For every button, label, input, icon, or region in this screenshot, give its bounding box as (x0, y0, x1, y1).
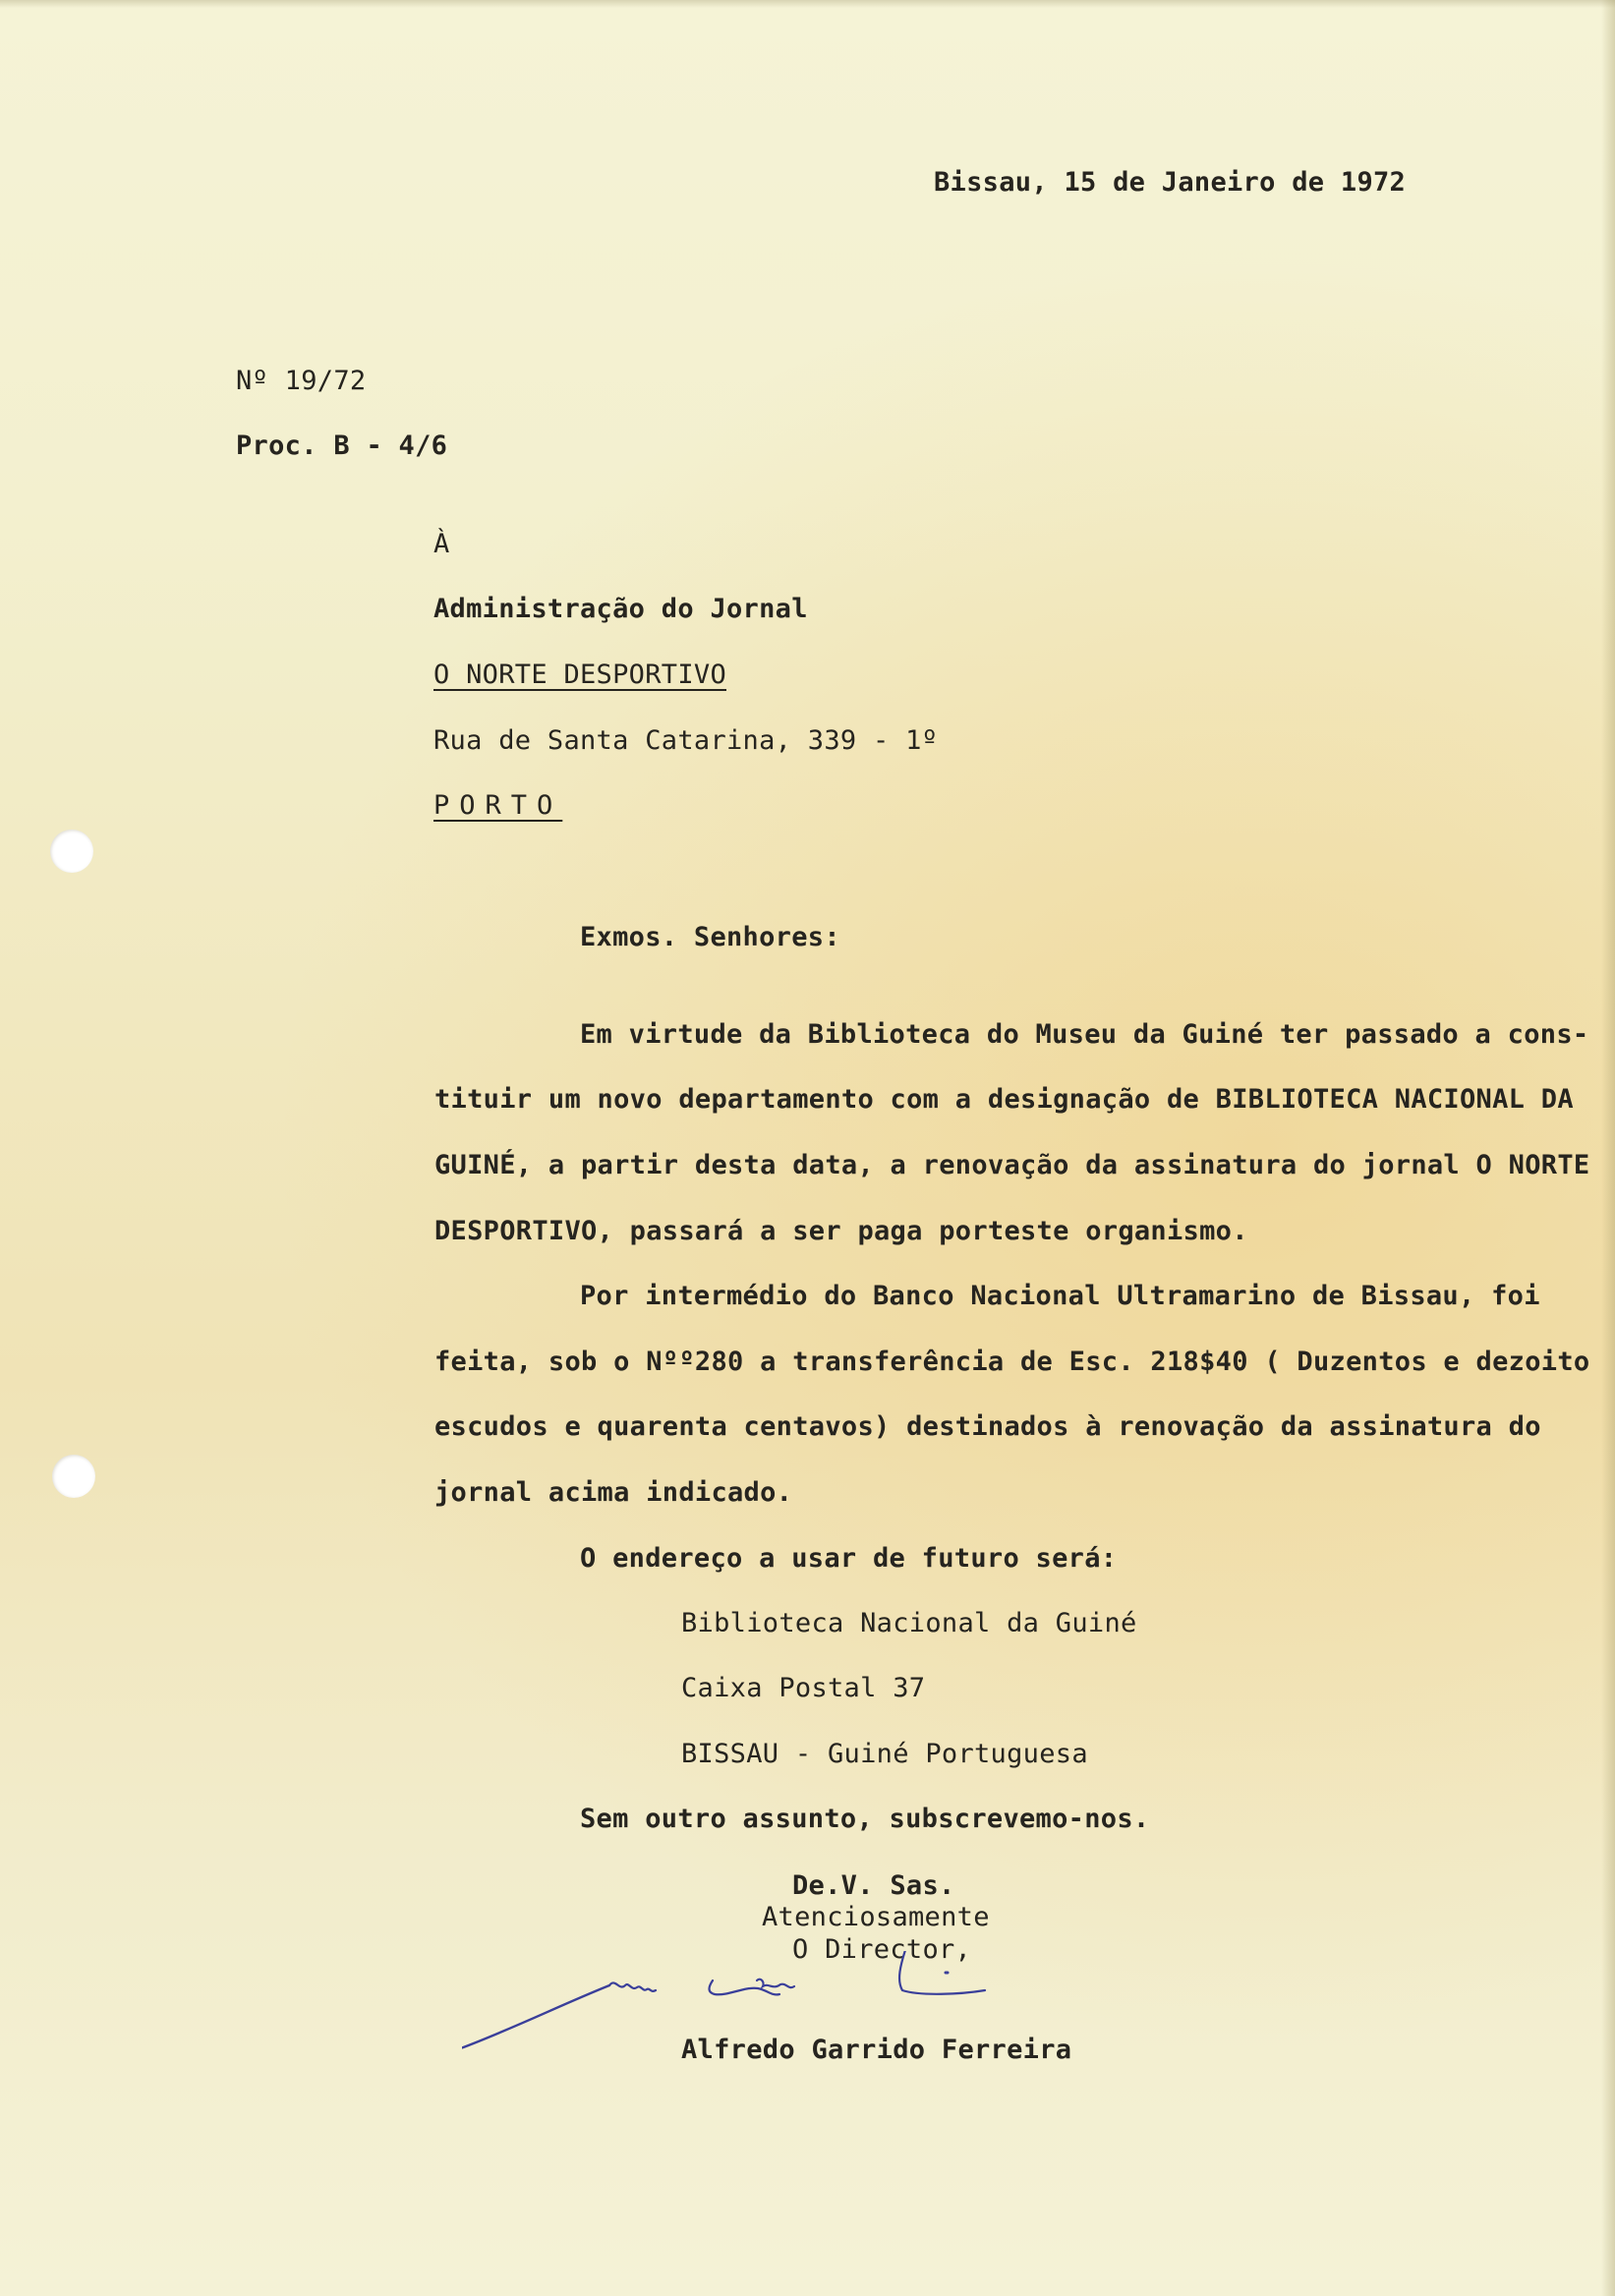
punch-hole-top (50, 830, 93, 873)
courtesy-line: De.V. Sas. (792, 1870, 955, 1901)
address-intro: O endereço a usar de futuro será: (580, 1543, 1118, 1574)
paper-top-shadow (0, 0, 1615, 8)
paragraph1-line1: Em virtude da Biblioteca do Museu da Guiné ter passado a cons- (580, 1019, 1589, 1050)
reference-number: Nº 19/72 (236, 366, 367, 396)
salutation: Exmos. Senhores: (580, 922, 840, 952)
paragraph2-line3: escudos e quarenta centavos) destinados à renovação da assinatura do (434, 1411, 1541, 1442)
paper-right-edge (1601, 0, 1615, 2296)
director-name: Alfredo Garrido Ferreira (681, 2035, 1072, 2065)
paragraph1-line2: tituir um novo departamento com a designação de BIBLIOTECA NACIONAL DA (434, 1084, 1574, 1115)
director-title: O Director, (792, 1934, 972, 1965)
recipient-to: À (433, 529, 450, 559)
address-line2: Caixa Postal 37 (681, 1673, 926, 1703)
recipient-line1: Administração do Jornal (433, 594, 808, 624)
paragraph1-line4: DESPORTIVO, passará a ser paga porteste organismo. (434, 1216, 1248, 1246)
recipient-city: PORTO (433, 790, 563, 821)
paragraph2-line1: Por intermédio do Banco Nacional Ultramarino de Bissau, foi (580, 1281, 1540, 1311)
address-line3: BISSAU - Guiné Portuguesa (681, 1739, 1088, 1769)
paragraph2-line2: feita, sob o Nºº280 a transferência de Esc. 218$40 ( Duzentos e dezoito (434, 1347, 1590, 1377)
punch-hole-bottom (52, 1455, 95, 1498)
recipient-street: Rua de Santa Catarina, 339 - 1º (433, 725, 939, 756)
paragraph1-line3: GUINÉ, a partir desta data, a renovação da assinatura do jornal O NORTE (434, 1150, 1590, 1180)
paragraph2-line4: jornal acima indicado. (434, 1477, 793, 1508)
recipient-newspaper: O NORTE DESPORTIVO (433, 660, 726, 690)
address-line1: Biblioteca Nacional da Guiné (681, 1608, 1137, 1638)
place-date: Bissau, 15 de Janeiro de 1972 (934, 167, 1407, 198)
closing: Sem outro assunto, subscrevemo-nos. (580, 1804, 1150, 1834)
process-number: Proc. B - 4/6 (236, 430, 448, 461)
regards-line: Atenciosamente (762, 1902, 990, 1932)
